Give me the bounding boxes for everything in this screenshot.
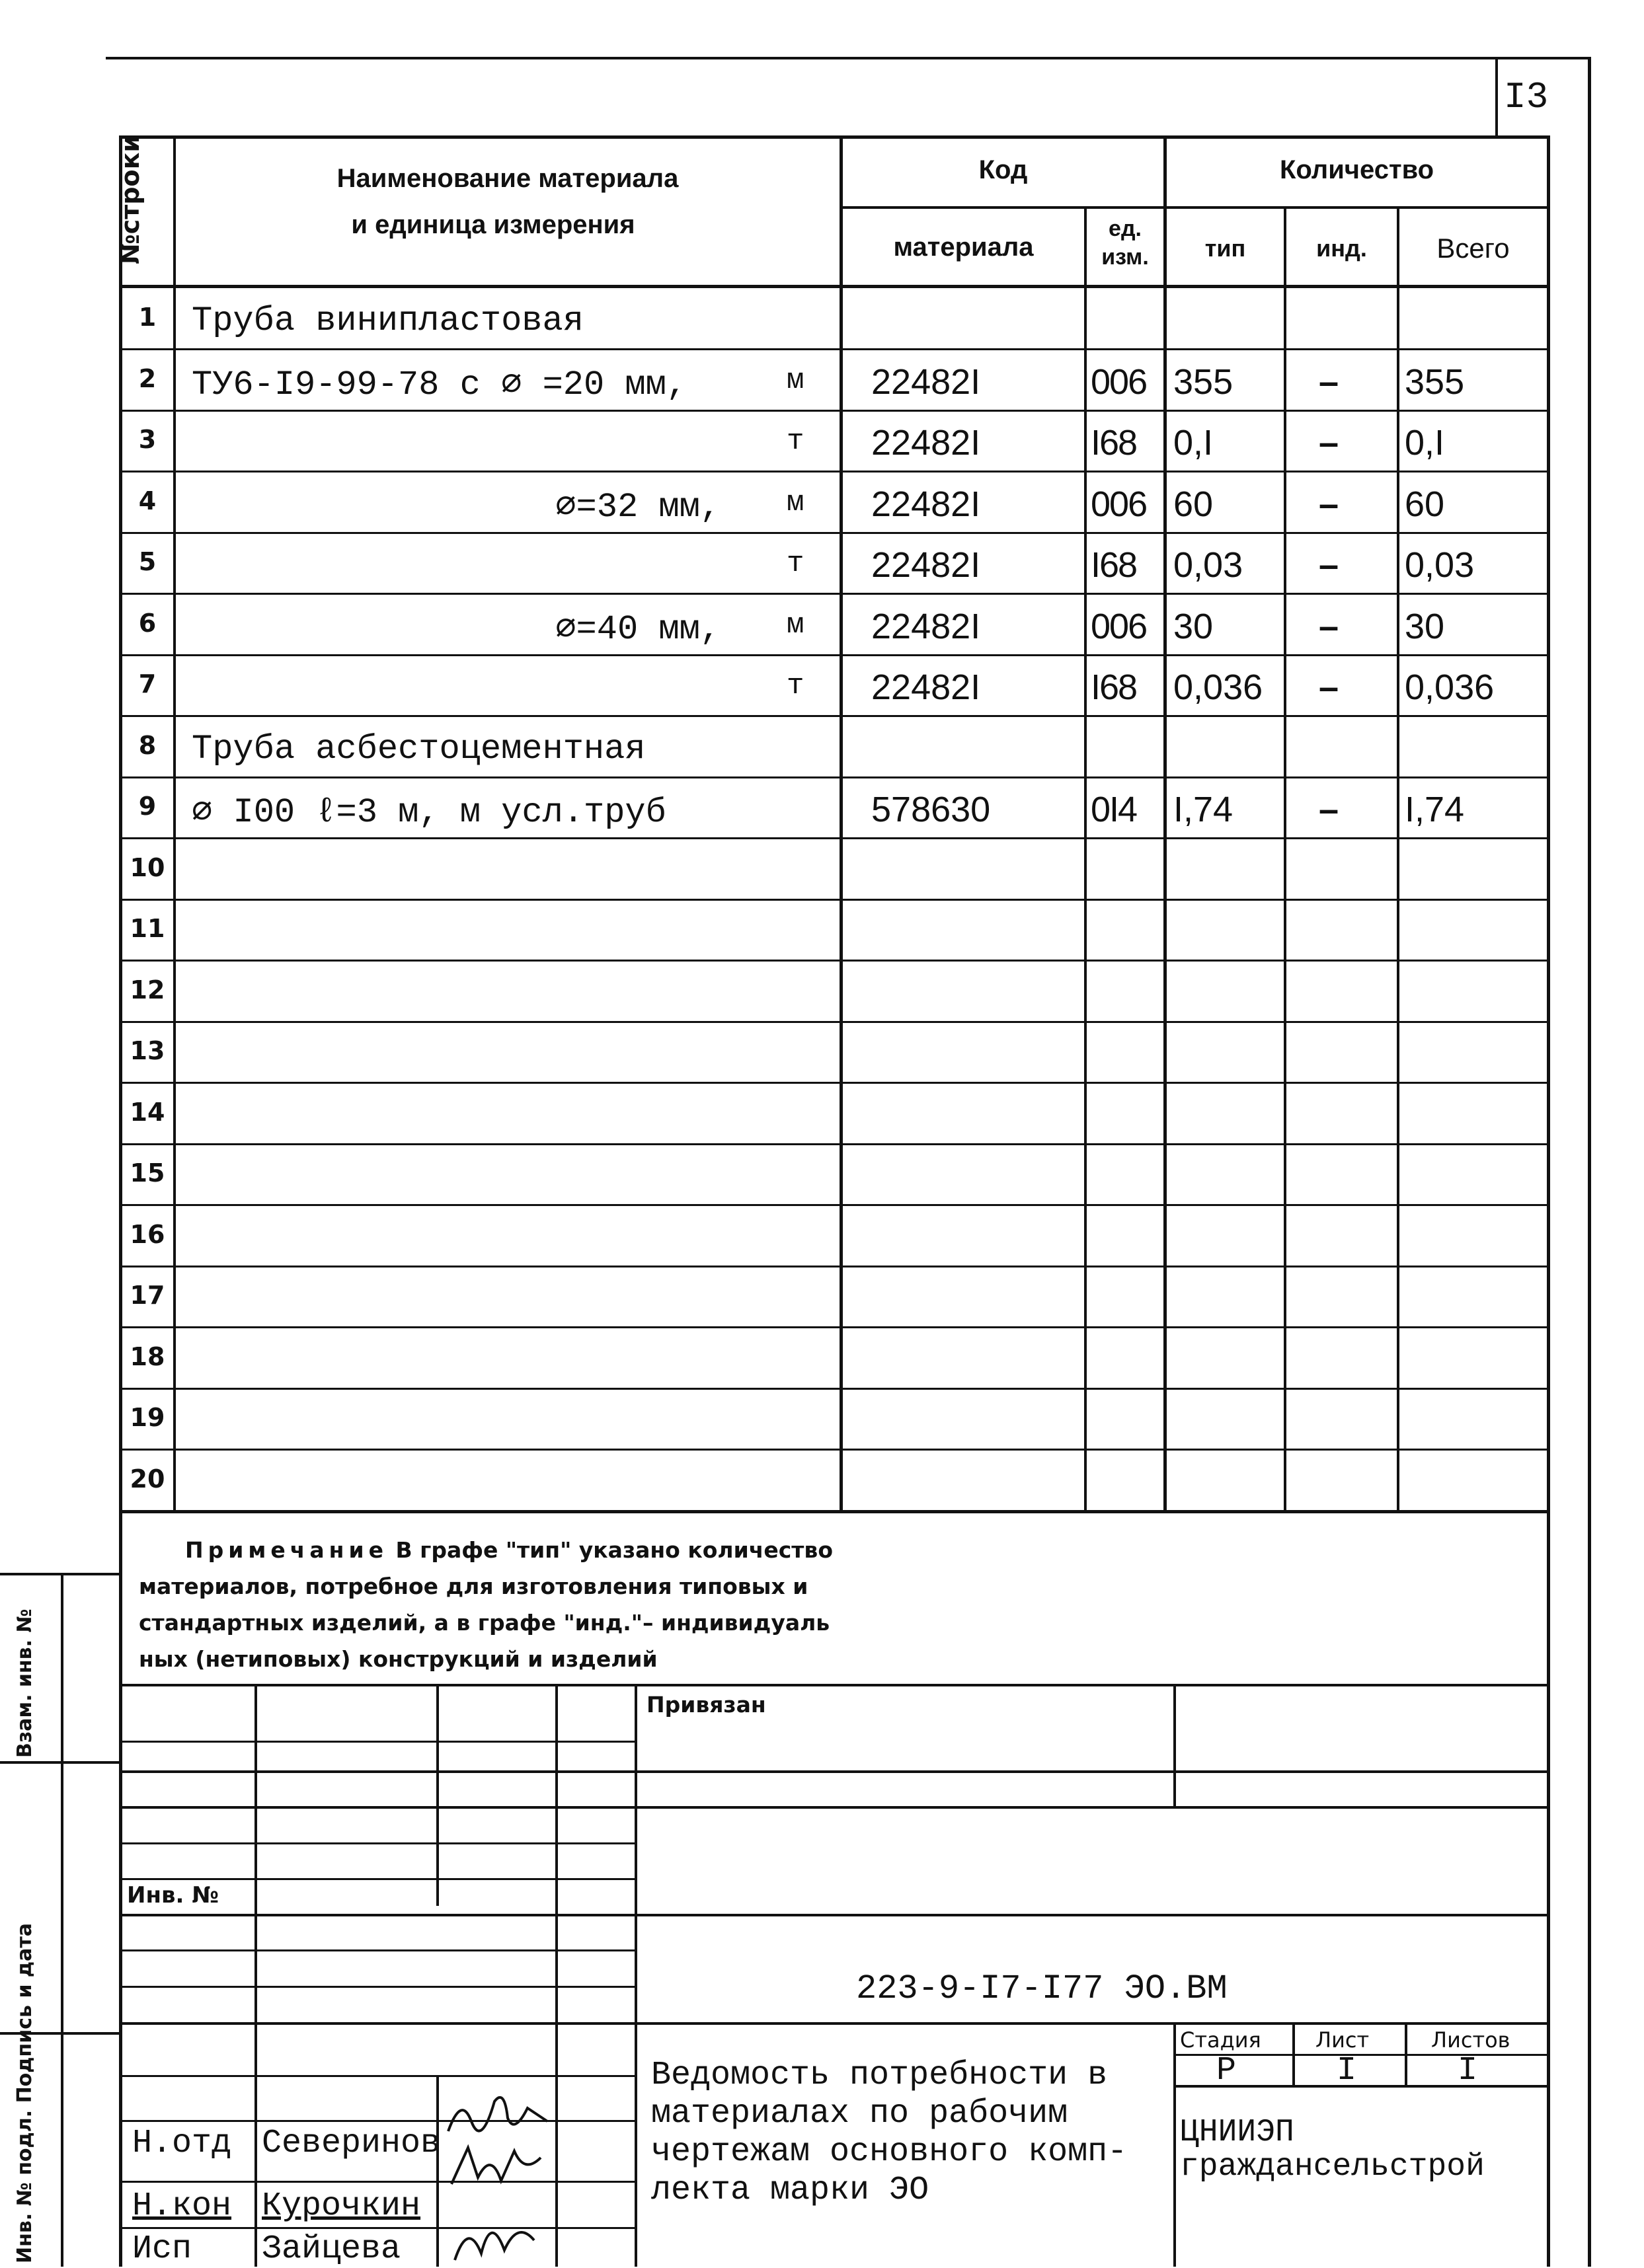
unit-label: т xyxy=(787,669,804,702)
unit-code: 006 xyxy=(1091,362,1147,402)
header-code-unit-1: ед. xyxy=(1109,216,1142,241)
row-separator xyxy=(119,899,1550,901)
material-name: Труба асбестоцементная xyxy=(192,730,646,769)
qty-type: 60 xyxy=(1173,484,1214,524)
note-line1: В графе "тип" указано количество xyxy=(395,1537,833,1563)
doc-title-line2: материалах по рабочим xyxy=(651,2095,1068,2133)
qty-type: 355 xyxy=(1173,362,1233,402)
tb-col1b xyxy=(254,2075,257,2267)
tb-col1 xyxy=(254,1684,257,2080)
qty-total: I,74 xyxy=(1405,790,1465,829)
row-number: 5 xyxy=(138,547,157,576)
qty-type: 0,036 xyxy=(1173,667,1263,707)
qty-type: 0,I xyxy=(1173,423,1214,463)
tb-line-i xyxy=(119,2022,1550,2025)
tb-line-k xyxy=(119,2120,635,2122)
qty-total: 60 xyxy=(1405,484,1445,524)
material-name: ∅=40 мм, xyxy=(555,610,721,649)
unit-label: м xyxy=(787,609,804,642)
sheets-value: I xyxy=(1458,2052,1478,2090)
signature-1 xyxy=(442,2082,554,2141)
signer-name-2: Курочкин xyxy=(262,2187,421,2225)
row-separator xyxy=(119,348,1550,350)
material-code: 22482I xyxy=(871,667,981,707)
tb-col2 xyxy=(436,1684,439,1906)
tb-line-c xyxy=(119,1806,1550,1809)
org-line1: ЦНИИЭП xyxy=(1180,2115,1294,2150)
row-separator xyxy=(119,1388,1550,1390)
row-number: 4 xyxy=(138,486,157,515)
stage-value: Р xyxy=(1216,2052,1237,2090)
sheet-number: I3 xyxy=(1504,76,1549,118)
unit-code: I68 xyxy=(1091,667,1137,707)
row-number: 17 xyxy=(130,1281,165,1310)
qty-type: I,74 xyxy=(1173,790,1233,829)
col-line-unit xyxy=(1163,135,1167,1510)
unit-label: т xyxy=(787,547,804,580)
material-code: 22482I xyxy=(871,362,981,402)
qty-ind: – xyxy=(1319,607,1339,646)
sheet-number-box-left xyxy=(1495,57,1498,136)
stage-left xyxy=(1173,2022,1176,2267)
stage-label: Стадия xyxy=(1180,2027,1261,2053)
material-name: ТУ6-I9-99-78 с ∅ =20 мм, xyxy=(192,365,687,404)
row-separator xyxy=(119,1449,1550,1451)
note-title xyxy=(185,1532,833,1569)
linked-label: Привязан xyxy=(646,1692,766,1718)
material-code: 22482I xyxy=(871,423,981,463)
unit-label: м xyxy=(787,486,804,519)
row-number: 7 xyxy=(138,669,157,699)
note-line4: ных (нетиповых) конструкций и изделий xyxy=(139,1646,658,1672)
header-qty-ind: инд. xyxy=(1316,235,1367,262)
tb-col2b xyxy=(436,2075,439,2267)
header-name-line2: и единица измерения xyxy=(351,210,635,239)
tb-line-g xyxy=(119,1949,635,1951)
qty-total: 355 xyxy=(1405,362,1465,402)
qty-type: 0,03 xyxy=(1173,545,1243,585)
material-name: ∅=32 мм, xyxy=(555,488,721,527)
signer-name-1: Северинов xyxy=(262,2125,441,2162)
signer-role-3: Исп xyxy=(132,2230,192,2268)
qty-ind: – xyxy=(1319,545,1339,585)
material-name: ∅ I00 ℓ=3 м, м усл.труб xyxy=(192,793,666,832)
header-row-no: №строки xyxy=(116,135,145,264)
row-separator xyxy=(119,532,1550,534)
signature-2 xyxy=(442,2138,554,2191)
row-separator xyxy=(119,837,1550,839)
row-number: 19 xyxy=(130,1403,165,1432)
qty-ind: – xyxy=(1319,362,1339,402)
row-number: 15 xyxy=(130,1158,165,1188)
sheet-label: Лист xyxy=(1315,2027,1370,2053)
material-code: 578630 xyxy=(871,790,991,829)
row-number: 10 xyxy=(130,853,165,882)
row-separator xyxy=(119,410,1550,412)
material-code: 22482I xyxy=(871,484,981,524)
side-inv-sign-date: Инв. № подл. Подпись и дата xyxy=(13,1922,36,2263)
row-separator xyxy=(119,1082,1550,1084)
material-name: Труба винипластовая xyxy=(192,301,584,340)
qty-total: 30 xyxy=(1405,607,1445,646)
header-bottom xyxy=(119,285,1550,288)
stage-col2 xyxy=(1405,2022,1407,2086)
note-title-text: Примечание xyxy=(185,1537,388,1563)
header-code-material: материала xyxy=(893,233,1034,262)
document-code: 223-9-I7-I77 ЭО.ВМ xyxy=(856,1969,1228,2008)
tb-line-l xyxy=(119,2181,635,2183)
unit-code: 006 xyxy=(1091,484,1147,524)
doc-title-line4: лекта марки ЭО xyxy=(651,2172,929,2209)
row-number: 20 xyxy=(130,1464,165,1493)
header-code: Код xyxy=(978,155,1028,184)
row-separator xyxy=(119,471,1550,472)
sheet-number-box-right xyxy=(1588,57,1591,2267)
signer-role-1: Н.отд xyxy=(132,2125,232,2162)
tb-line-h xyxy=(119,1986,635,1988)
row-number: 3 xyxy=(138,425,157,454)
row-number: 12 xyxy=(130,975,165,1004)
tb-linked-right xyxy=(1173,1684,1176,1807)
row-separator xyxy=(119,1021,1550,1023)
material-code: 22482I xyxy=(871,607,981,646)
header-sub-line-code xyxy=(840,206,1550,209)
row-separator xyxy=(119,1266,1550,1267)
row-number: 9 xyxy=(138,792,157,821)
tb-line-b xyxy=(119,1770,1550,1773)
header-quantity: Количество xyxy=(1279,155,1434,184)
note-line2: материалов, потребное для изготовления типовых и xyxy=(139,1573,808,1599)
side-stamp-top xyxy=(0,1573,119,1575)
header-name-line1: Наименование материала xyxy=(336,164,679,193)
doc-title-line3: чертежам основного комп- xyxy=(651,2133,1128,2171)
qty-total: 0,036 xyxy=(1405,667,1495,707)
tb-line-m xyxy=(119,2227,635,2229)
signer-name-3: Зайцева xyxy=(262,2230,401,2268)
side-stamp-inner xyxy=(61,1573,63,2267)
unit-code: I68 xyxy=(1091,423,1137,463)
qty-ind: – xyxy=(1319,790,1339,829)
top-border xyxy=(106,57,1590,59)
row-number: 18 xyxy=(130,1342,165,1371)
tb-line-d xyxy=(119,1842,635,1844)
row-separator xyxy=(119,1510,1550,1513)
row-separator xyxy=(119,960,1550,962)
note-line3: стандартных изделий, а в графе "инд."– индивидуаль xyxy=(139,1610,830,1636)
unit-code: 0I4 xyxy=(1091,790,1137,829)
table-right xyxy=(1547,135,1550,2267)
qty-type: 30 xyxy=(1173,607,1214,646)
row-separator xyxy=(119,776,1550,778)
row-number: 11 xyxy=(130,914,165,943)
row-separator xyxy=(119,654,1550,656)
org-line2: граждансельстрой xyxy=(1180,2149,1485,2185)
row-number: 14 xyxy=(130,1098,165,1127)
col-line-tip xyxy=(1284,206,1286,1510)
row-number: 1 xyxy=(138,303,157,332)
row-separator xyxy=(119,1143,1550,1145)
qty-total: 0,I xyxy=(1405,423,1445,463)
unit-label: м xyxy=(787,364,804,397)
row-number: 2 xyxy=(138,364,157,393)
signature-3 xyxy=(442,2194,554,2267)
qty-ind: – xyxy=(1319,667,1339,707)
row-separator xyxy=(119,1326,1550,1328)
row-number: 13 xyxy=(130,1036,165,1065)
col-line-ind xyxy=(1397,206,1399,1510)
sheet-value: I xyxy=(1337,2052,1357,2090)
row-number: 16 xyxy=(130,1220,165,1249)
doc-title-line1: Ведомость потребности в xyxy=(651,2057,1108,2094)
tb-line-f xyxy=(119,1914,1550,1916)
tb-line-j xyxy=(119,2075,635,2077)
header-qty-type: тип xyxy=(1204,235,1246,262)
tb-line-a xyxy=(119,1741,635,1743)
qty-ind: – xyxy=(1319,484,1339,524)
qty-ind: – xyxy=(1319,423,1339,463)
table-left xyxy=(119,135,122,2267)
tb-top xyxy=(119,1684,1550,1686)
col-line-name xyxy=(840,135,843,1510)
row-separator xyxy=(119,1204,1550,1206)
table-top xyxy=(119,135,1550,139)
signer-role-2: Н.кон xyxy=(132,2187,232,2225)
qty-total: 0,03 xyxy=(1405,545,1475,585)
row-separator xyxy=(119,593,1550,595)
inv-no-label: Инв. № xyxy=(127,1882,219,1909)
sheets-label: Листов xyxy=(1431,2027,1510,2053)
side-replace-inv: Взам. инв. № xyxy=(13,1608,36,1758)
unit-code: 006 xyxy=(1091,607,1147,646)
unit-label: т xyxy=(787,425,804,458)
header-qty-total: Всего xyxy=(1436,233,1510,264)
stage-col1 xyxy=(1292,2022,1295,2086)
row-number: 6 xyxy=(138,609,157,638)
unit-code: I68 xyxy=(1091,545,1137,585)
side-stamp-mid xyxy=(0,1761,119,1764)
row-separator xyxy=(119,715,1550,717)
material-code: 22482I xyxy=(871,545,981,585)
col-line-material xyxy=(1084,206,1087,1510)
row-number: 8 xyxy=(138,731,157,760)
header-code-unit-2: изм. xyxy=(1101,245,1149,270)
tb-line-e xyxy=(119,1878,635,1880)
